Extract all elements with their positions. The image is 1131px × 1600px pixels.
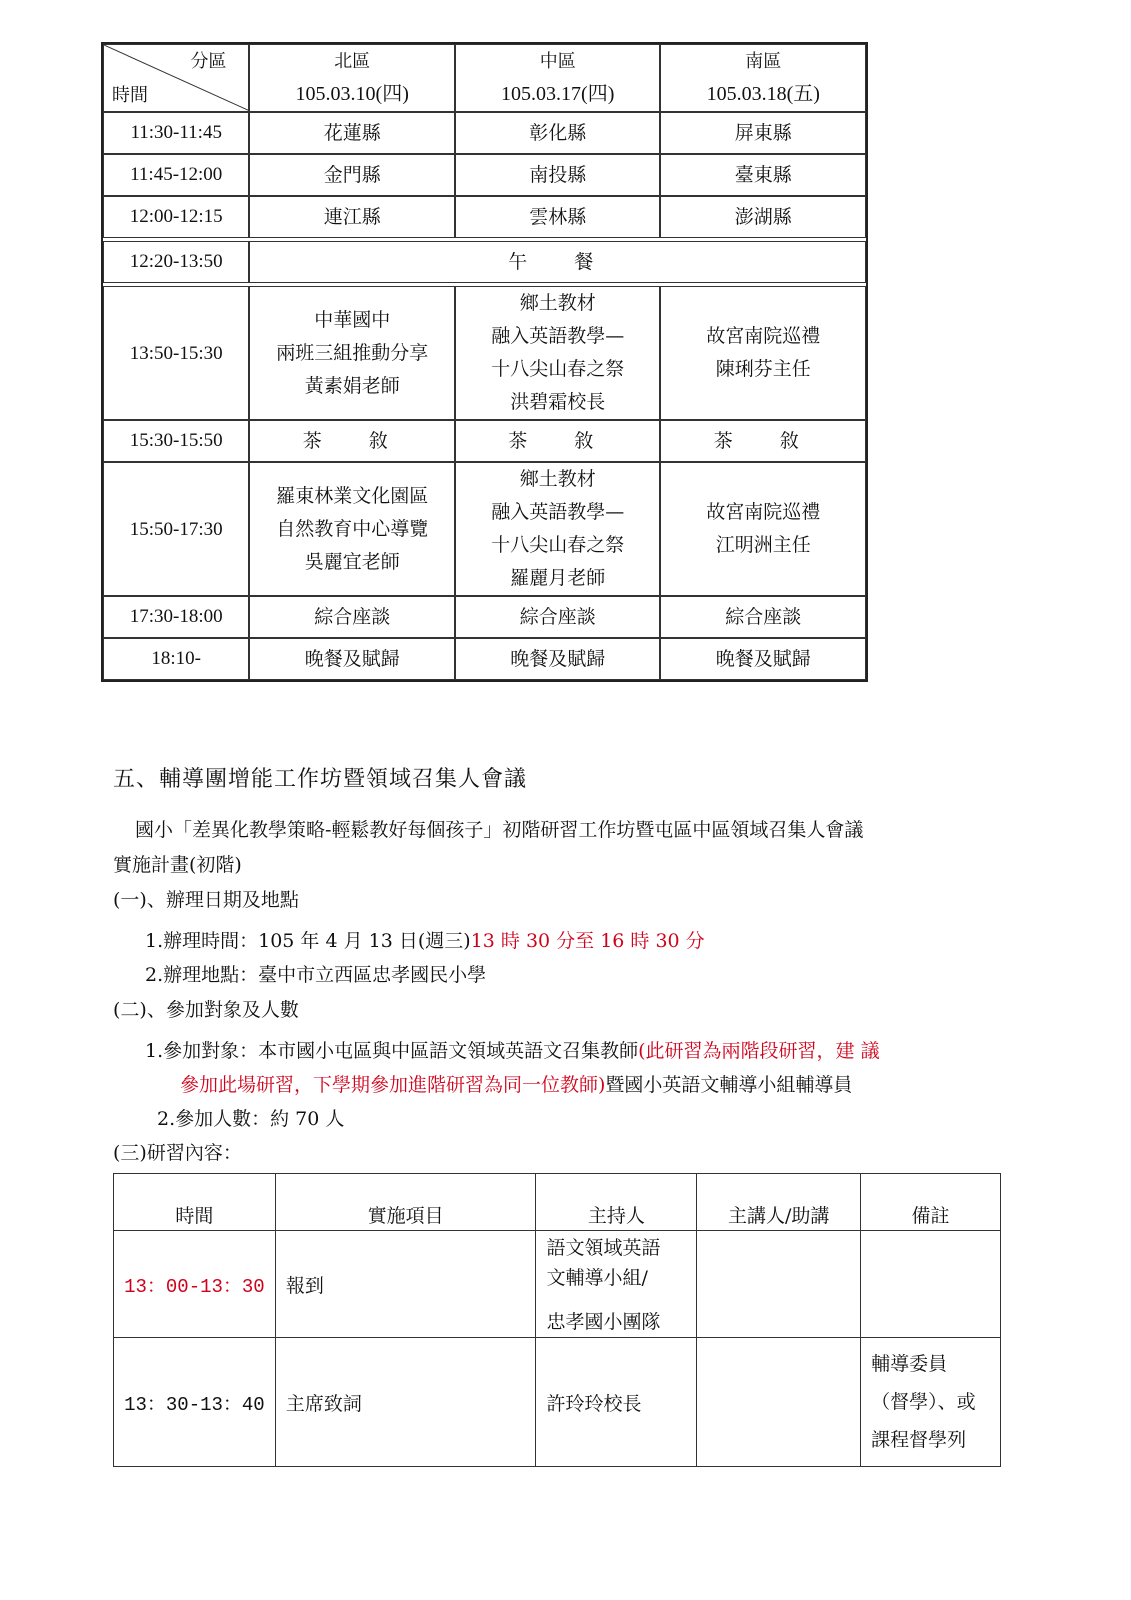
tea-cell: 茶 敘 — [455, 420, 661, 462]
participants-note-b: 參加此場研習，下學期參加進階研習為同一位教師) — [180, 1074, 606, 1096]
item-participants-line2 — [180, 1073, 852, 1097]
dinner-cell: 晚餐及賦歸 — [660, 638, 866, 680]
item-time-highlight: 13 時 30 分至 16 時 30 分 — [470, 930, 705, 952]
intro-line: 實施計畫(初階) — [113, 854, 242, 876]
tea-cell: 茶 敘 — [249, 420, 455, 462]
session-line: 羅麗月老師 — [510, 567, 606, 589]
table-row — [103, 196, 866, 238]
host-line: 語文領域英語 — [546, 1237, 661, 1259]
time-cell: 15:30-15:50 — [103, 420, 249, 462]
participants-suffix: 暨國小英語文輔導小組輔導員 — [605, 1074, 853, 1096]
county-cell: 臺東縣 — [660, 154, 866, 196]
dinner-cell: 晚餐及賦歸 — [455, 638, 661, 680]
agenda-time: 13：30-13：40 — [114, 1338, 276, 1467]
time-cell: 13:50-15:30 — [103, 286, 249, 420]
session-line: 融入英語教學— — [491, 325, 625, 347]
item-participant-count: 2.參加人數：約 70 人 — [157, 1108, 345, 1130]
session-cell-north — [249, 286, 455, 420]
subheading-participants: (二)、參加對象及人數 — [113, 999, 299, 1021]
dinner-cell: 晚餐及賦歸 — [249, 638, 455, 680]
county-cell: 澎湖縣 — [660, 196, 866, 238]
agenda-note — [861, 1231, 1001, 1338]
table-row — [103, 112, 866, 154]
table-row — [114, 1231, 1001, 1338]
table-row — [103, 154, 866, 196]
agenda-note — [861, 1338, 1001, 1467]
session-line: 故宮南院巡禮 — [706, 501, 821, 523]
region-date: 105.03.18(五) — [706, 83, 820, 105]
forum-cell: 綜合座談 — [660, 596, 866, 638]
session-line: 鄉土教材 — [519, 468, 596, 490]
agenda-header-row — [114, 1174, 1001, 1231]
time-cell: 11:45-12:00 — [103, 154, 249, 196]
diagonal-corner-cell — [103, 44, 249, 112]
participants-note-a: (此研習為兩階段研習，建 議 — [638, 1040, 880, 1062]
county-cell: 金門縣 — [249, 154, 455, 196]
lunch-row — [103, 241, 866, 283]
session-row-2 — [103, 462, 866, 596]
time-cell: 17:30-18:00 — [103, 596, 249, 638]
intro-line: 國小「差異化教學策略-輕鬆教好每個孩子」初階研習工作坊暨屯區中區領域召集人會議 — [135, 819, 864, 841]
region-date: 105.03.10(四) — [295, 83, 409, 105]
note-line: （督學）、或 — [871, 1391, 976, 1413]
agenda-host: 許玲玲校長 — [536, 1338, 697, 1467]
regional-schedule-table — [101, 42, 868, 682]
subheading-date-location: (一)、辦理日期及地點 — [113, 889, 299, 911]
session-cell-north — [249, 462, 455, 596]
county-cell: 連江縣 — [249, 196, 455, 238]
session-line: 陳琍芬主任 — [715, 358, 811, 380]
session-line: 自然教育中心導覽 — [276, 517, 429, 540]
session-line: 黃素娟老師 — [304, 374, 400, 397]
agenda-table — [113, 1173, 1001, 1467]
time-cell: 12:20-13:50 — [103, 241, 249, 283]
region-name: 南區 — [745, 51, 782, 72]
region-name: 中區 — [539, 51, 576, 72]
corner-label-time: 時間 — [112, 85, 148, 106]
time-cell: 11:30-11:45 — [103, 112, 249, 154]
session-line: 融入英語教學— — [491, 501, 625, 523]
agenda-speaker — [697, 1338, 861, 1467]
tea-row — [103, 420, 866, 462]
time-cell: 12:00-12:15 — [103, 196, 249, 238]
agenda-speaker — [697, 1231, 861, 1338]
lunch-cell: 午 餐 — [249, 241, 866, 283]
county-cell: 花蓮縣 — [249, 112, 455, 154]
time-cell: 15:50-17:30 — [103, 462, 249, 596]
session-line: 故宮南院巡禮 — [706, 325, 821, 347]
item-participants-line1 — [145, 1039, 880, 1063]
header-host: 主持人 — [536, 1174, 697, 1231]
subheading-content: (三)研習內容： — [113, 1142, 242, 1164]
header-speaker: 主講人/助講 — [697, 1174, 861, 1231]
schedule-header-row — [103, 44, 866, 112]
session-line: 江明洲主任 — [715, 534, 811, 556]
county-cell: 南投縣 — [455, 154, 661, 196]
agenda-item: 報到 — [275, 1231, 536, 1338]
region-date: 105.03.17(四) — [501, 83, 615, 105]
table-row — [114, 1338, 1001, 1467]
session-line: 十八尖山春之祭 — [491, 358, 625, 380]
agenda-item: 主席致詞 — [275, 1338, 536, 1467]
session-line: 兩班三組推動分享 — [276, 341, 429, 364]
forum-row — [103, 596, 866, 638]
agenda-time: 13：00-13：30 — [114, 1231, 276, 1338]
header-time: 時間 — [114, 1174, 276, 1231]
header-item: 實施項目 — [275, 1174, 536, 1231]
session-cell-central — [455, 462, 661, 596]
note-line: 課程督學列 — [871, 1429, 967, 1451]
header-note: 備註 — [861, 1174, 1001, 1231]
region-name: 北區 — [334, 51, 371, 72]
session-line: 十八尖山春之祭 — [491, 534, 625, 556]
corner-label-region: 分區 — [190, 51, 227, 72]
item-time — [145, 929, 705, 953]
time-cell: 18:10- — [103, 638, 249, 680]
tea-cell: 茶 敘 — [660, 420, 866, 462]
host-line: 文輔導小組/ — [546, 1267, 648, 1289]
forum-cell: 綜合座談 — [249, 596, 455, 638]
session-cell-south — [660, 286, 866, 420]
session-line: 羅東林業文化園區 — [276, 484, 429, 507]
region-header-south — [660, 44, 866, 112]
forum-cell: 綜合座談 — [455, 596, 661, 638]
region-header-north — [249, 44, 455, 112]
session-line: 鄉土教材 — [519, 292, 596, 314]
note-line: 輔導委員 — [871, 1353, 948, 1375]
item-time-label: 1.辦理時間：105 年 4 月 13 日(週三) — [145, 930, 471, 952]
session-line: 洪碧霜校長 — [510, 391, 606, 413]
session-line: 中華國中 — [314, 308, 391, 331]
session-cell-south — [660, 462, 866, 596]
host-line: 忠孝國小團隊 — [546, 1311, 661, 1333]
item-location: 2.辦理地點：臺中市立西區忠孝國民小學 — [145, 964, 487, 986]
county-cell: 雲林縣 — [455, 196, 661, 238]
participants-label: 1.參加對象：本市國小屯區與中區語文領域英語文召集教師 — [145, 1040, 639, 1062]
agenda-host — [536, 1231, 697, 1338]
session-row-1 — [103, 286, 866, 420]
county-cell: 彰化縣 — [455, 112, 661, 154]
county-cell: 屏東縣 — [660, 112, 866, 154]
session-cell-central — [455, 286, 661, 420]
region-header-central — [455, 44, 661, 112]
dinner-row — [103, 638, 866, 680]
session-line: 吳麗宜老師 — [304, 550, 400, 573]
section-title: 五、輔導團增能工作坊暨領域召集人會議 — [113, 767, 528, 792]
